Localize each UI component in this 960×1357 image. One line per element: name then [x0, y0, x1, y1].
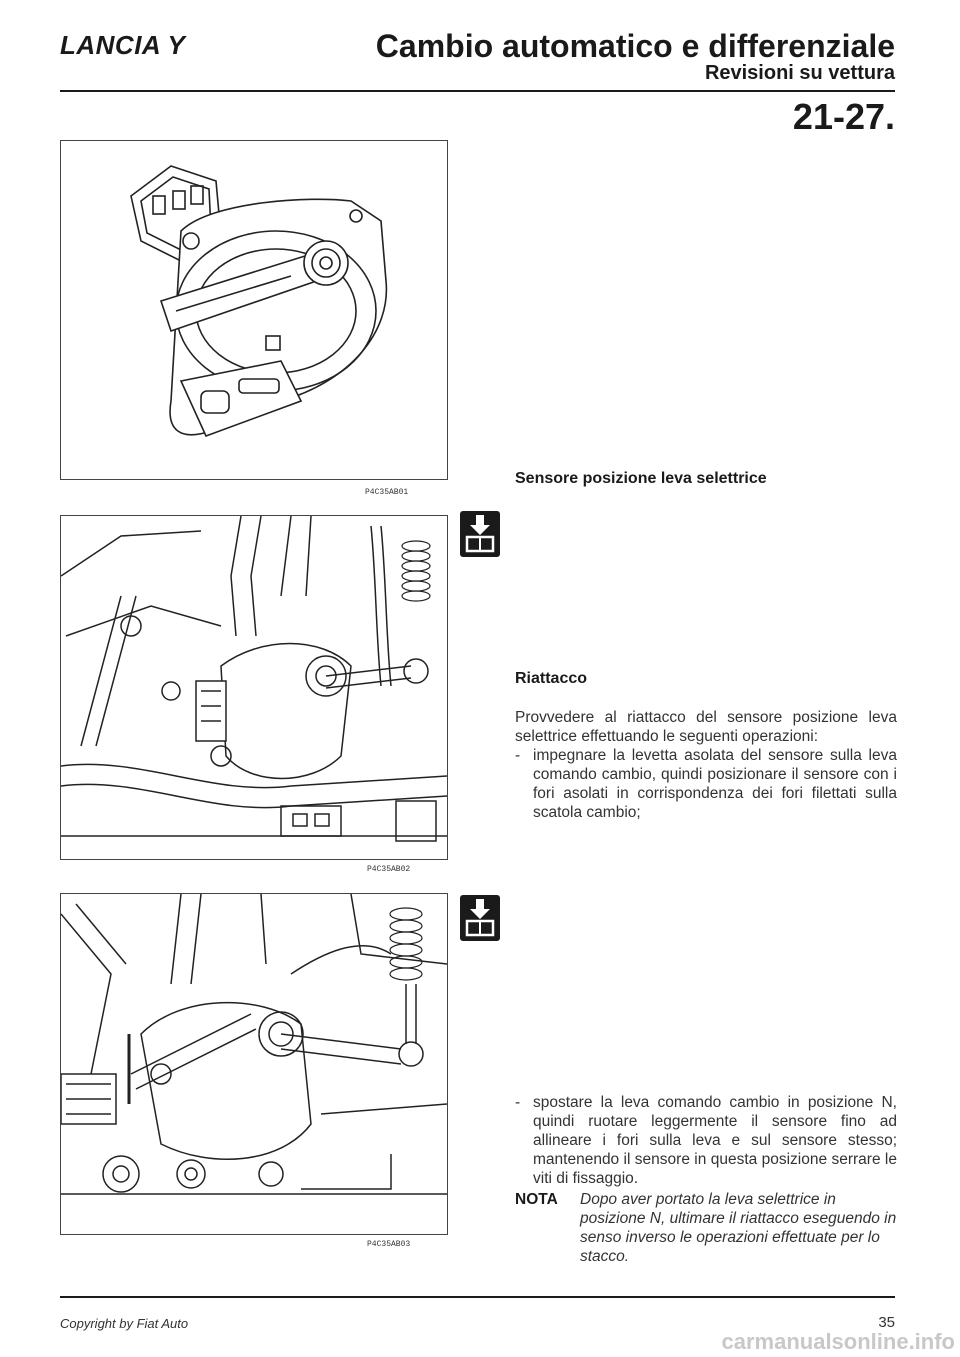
figure-sensor-illustration [60, 140, 448, 480]
copyright: Copyright by Fiat Auto [60, 1316, 189, 1331]
list-item-text: spostare la leva comando cambio in posizione N, quindi ruotare leggermente il sensore fino ad allineare i fori sulla leva e sul sensore stesso; mantenendo il sensore in questa posizione serrare le viti di fissaggio. [533, 1094, 897, 1187]
page-title: Cambio automatico e differenziale [375, 28, 895, 64]
figure-ref: P4C35AB01 [365, 488, 409, 497]
header-rule [60, 90, 895, 92]
nota-text: Dopo aver portato la leva selettrice in posizione N, ultimare il riattacco eseguendo in senso inverso le operazioni effettuate per lo stacco. [580, 1191, 897, 1265]
reconnect-instructions [515, 708, 897, 822]
section-heading-sensor: Sensore posizione leva selettrice [515, 470, 767, 487]
figure-sensor-alignment [60, 893, 448, 1235]
figure-ref: P4C35AB03 [367, 1240, 411, 1249]
intro-paragraph: Provvedere al riattacco del sensore posizione leva selettrice effettuando le seguenti operazioni: [515, 709, 897, 745]
list-dash: - [515, 1094, 521, 1111]
installation-icon [460, 511, 500, 557]
footer-rule [60, 1296, 895, 1298]
figure-ref: P4C35AB02 [367, 865, 411, 874]
section-code: 21-27. [792, 96, 895, 137]
nota-block [515, 1190, 897, 1266]
brand-title: LANCIA Y [60, 30, 186, 60]
list-item [515, 746, 897, 822]
list-dash: - [515, 747, 521, 764]
watermark: carmanualsonline.info [721, 1329, 955, 1354]
nota-label: NOTA [515, 1191, 558, 1208]
page-number: 35 [878, 1314, 895, 1331]
page-subtitle: Revisioni su vettura [704, 62, 895, 84]
section-heading-reconnect: Riattacco [515, 670, 588, 687]
list-item-text: impegnare la levetta asolata del sensore sulla leva comando cambio, quindi posizionare il sensore con i fori asolati in corrispondenza dei fori filettati sulla scatola cambio; [533, 747, 897, 821]
alignment-instructions [515, 1093, 897, 1188]
installation-icon [460, 895, 500, 941]
list-item [515, 1093, 897, 1188]
figure-sensor-installed [60, 515, 448, 860]
